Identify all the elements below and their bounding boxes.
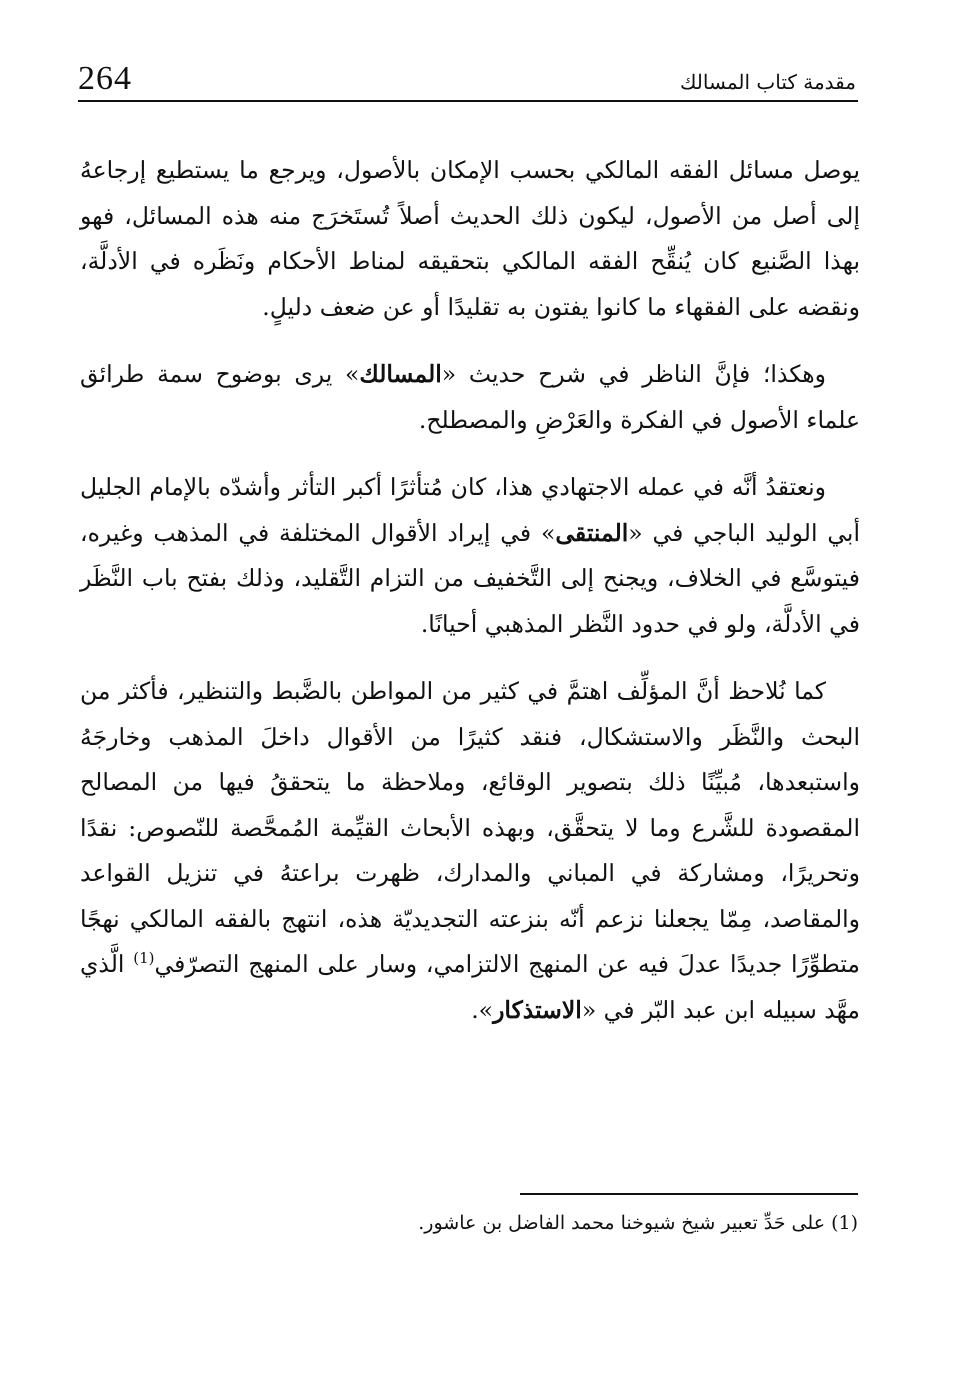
footnote-divider [520,1193,858,1195]
paragraph-text: وهكذا؛ فإنَّ الناظر في شرح حديث « [441,360,826,388]
paragraph [80,352,860,443]
main-text [80,148,860,1055]
footnote-text: (1) على حَدِّ تعبير شيخ شيوخنا محمد الفاضل بن عاشور. [418,1212,858,1234]
paragraph-text: » في إيراد الأقوال المختلفة في المذهب وغيره، فيتوسَّع في الخلاف، ويجنح إلى التَّخفيف من التزام التَّقليد، وذلك بفتح باب النَّظَر في الأدلَّة، ولو في حدود النَّظر المذهبي أحيانًا. [80,518,860,638]
paragraph-text: ». [471,995,494,1024]
footnote-reference: (1) [133,949,155,968]
paragraph [80,465,860,647]
paragraph-text: ونعتقدُ أنَّه في عمله الاجتهادي هذا، كان مُتأثرًا أكبر التأثر وأشدّه بالإمام الجليل أبي الوليد الباجي في « [80,473,860,547]
book-title-bold: المنتقى [555,518,629,547]
book-title-bold: الاستذكار [493,995,582,1024]
running-title: مقدمة كتاب المسالك [679,70,856,94]
paragraph-text: كما نُلاحظ أنَّ المؤلِّف اهتمَّ في كثير من المواطن بالضَّبط والتنظير، فأكثر من البحث والنَّظَر والاستشكال، فنقد كثيرًا من الأقوال داخلَ المذهب وخارجَهُ واستبعدها، مُبيِّنًا ذلك بتصوير الوقائع، وملاحظة ما يتحققُ فيها من المصالح المقصودة للشَّرع وما لا يتحقَّق، وبهذه الأبحاث القيِّمة المُمحَّصة للنّصوص: نقدًا وتحريرًا، ومشاركة في المباني والمدارك، ظهرت براعتهُ في تنزيل القواعد والمقاصد، مِمّا يجعلنا نزعم أنّه بنزعته التجديديّة هذه، انتهج بالفقه المالكي نهجًا متطوِّرًا جديدًا عدلَ فيه عن المنهج الالتزامي، وسار على المنهج التصرّفي [80,677,861,978]
paragraph-text: » يرى بوضوح سمة طرائق علماء الأصول في الفكرة والعَرْضِ والمصطلح. [80,360,860,434]
paragraph-text: الَّذي مهَّد سبيله ابن عبد البّر في « [80,950,860,1024]
paragraph-text: يوصل مسائل الفقه المالكي بحسب الإمكان بالأصول، ويرجع ما يستطيع إرجاعهُ إلى أصل من الأصول، ليكون ذلك الحديث أصلاً تُستَخرَج منه هذه المسائل، فهو بهذا الصَّنيع كان يُنقِّح الفقه المالكي بتحقيقه لمناط الأحكام ونَظَره في الأدلَّة، ونقضه على الفقهاء ما كانوا يفتون به تقليدًا أو عن ضعف دليلٍ. [80,156,860,321]
running-header [78,58,858,102]
book-title-bold: المسالك [359,360,442,388]
page-number: 264 [78,60,132,97]
paragraph [80,669,860,1033]
paragraph [80,148,860,330]
footnote [80,1206,858,1240]
